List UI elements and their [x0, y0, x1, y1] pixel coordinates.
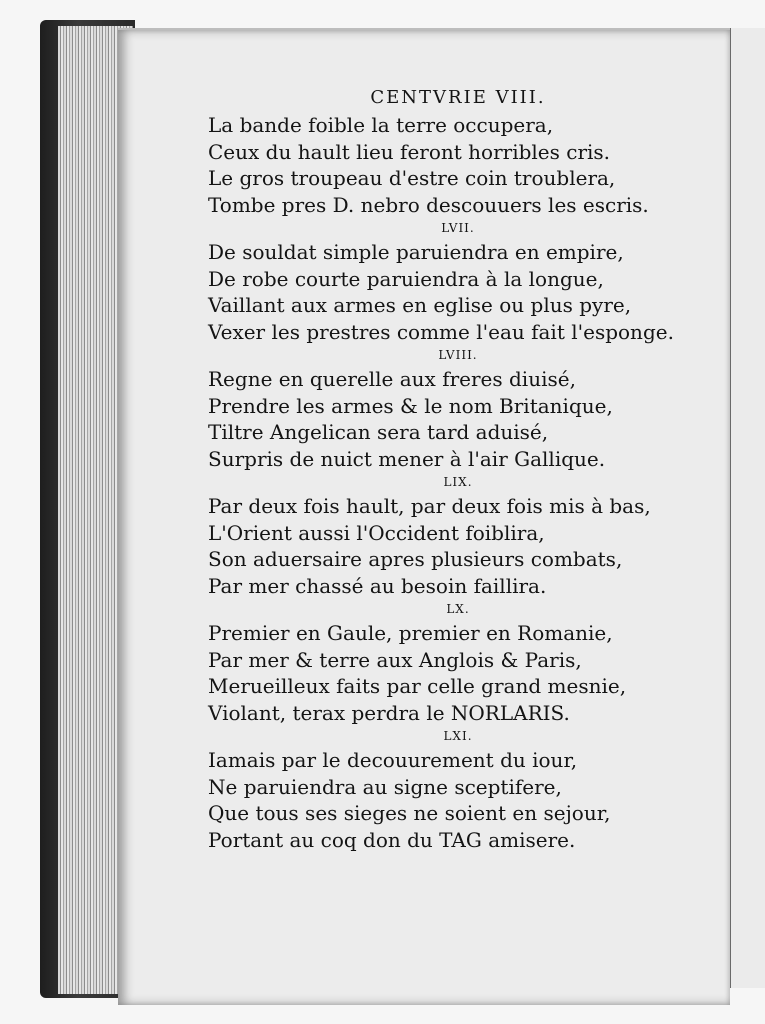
page-text	[208, 86, 708, 853]
quatrain-number: LVII.	[441, 221, 475, 235]
verse-line: Par mer chassé au besoin faillira.	[208, 573, 547, 598]
verse-line: Violant, terax perdra le NORLARIS.	[208, 700, 570, 725]
verse-line: Portant au coq don du TAG amisere.	[208, 827, 576, 852]
quatrain	[208, 472, 708, 599]
verse-line: L'Orient aussi l'Occident foiblira,	[208, 520, 545, 545]
facing-page-edge	[728, 28, 765, 988]
running-head: CENTVRIE VIII.	[370, 87, 546, 108]
quatrain	[208, 726, 708, 853]
verse-line: Regne en querelle aux freres diuisé,	[208, 367, 576, 391]
verse-line: Tiltre Angelican sera tard aduisé,	[208, 420, 549, 444]
verse-line: La bande foible la terre occupera,	[208, 113, 554, 137]
verse-line: Tombe pres D. nebro descouuers les escris.	[208, 192, 649, 217]
verse-line: Prendre les armes & le nom Britanique,	[208, 393, 613, 418]
quatrain-number: LIX.	[443, 475, 473, 489]
verse-line: Vaillant aux armes en eglise ou plus pyre,	[208, 293, 632, 317]
quatrain-number: LX.	[446, 602, 470, 616]
verse-line: Surpris de nuict mener à l'air Gallique.	[208, 446, 606, 471]
verse-line: Vexer les prestres comme l'eau fait l'esponge.	[208, 319, 674, 344]
verse-line: Ceux du hault lieu feront horribles cris.	[208, 139, 611, 164]
quatrain	[208, 345, 708, 472]
verse-line: De robe courte paruiendra à la longue,	[208, 266, 604, 291]
verse-line: Par deux fois hault, par deux fois mis à bas,	[208, 494, 651, 518]
quatrain	[208, 112, 708, 218]
verse-line: Son aduersaire apres plusieurs combats,	[208, 547, 623, 571]
verse-line: Merueilleux faits par celle grand mesnie,	[208, 674, 627, 698]
verse-line: Par mer & terre aux Anglois & Paris,	[208, 647, 582, 672]
verse-line: Iamais par le decouurement du iour,	[208, 748, 578, 772]
verse-line: Le gros troupeau d'estre coin troublera,	[208, 166, 616, 190]
verse-line: Que tous ses sieges ne soient en sejour,	[208, 801, 611, 825]
quatrain	[208, 218, 708, 345]
quatrain-number: LVIII.	[438, 348, 478, 362]
quatrain-number: LXI.	[443, 729, 473, 743]
verse-line: De souldat simple paruiendra en empire,	[208, 240, 624, 264]
verse-line: Ne paruiendra au signe sceptifere,	[208, 774, 562, 799]
book-page	[118, 28, 730, 1005]
quatrain	[208, 599, 708, 726]
verse-line: Premier en Gaule, premier en Romanie,	[208, 621, 613, 645]
